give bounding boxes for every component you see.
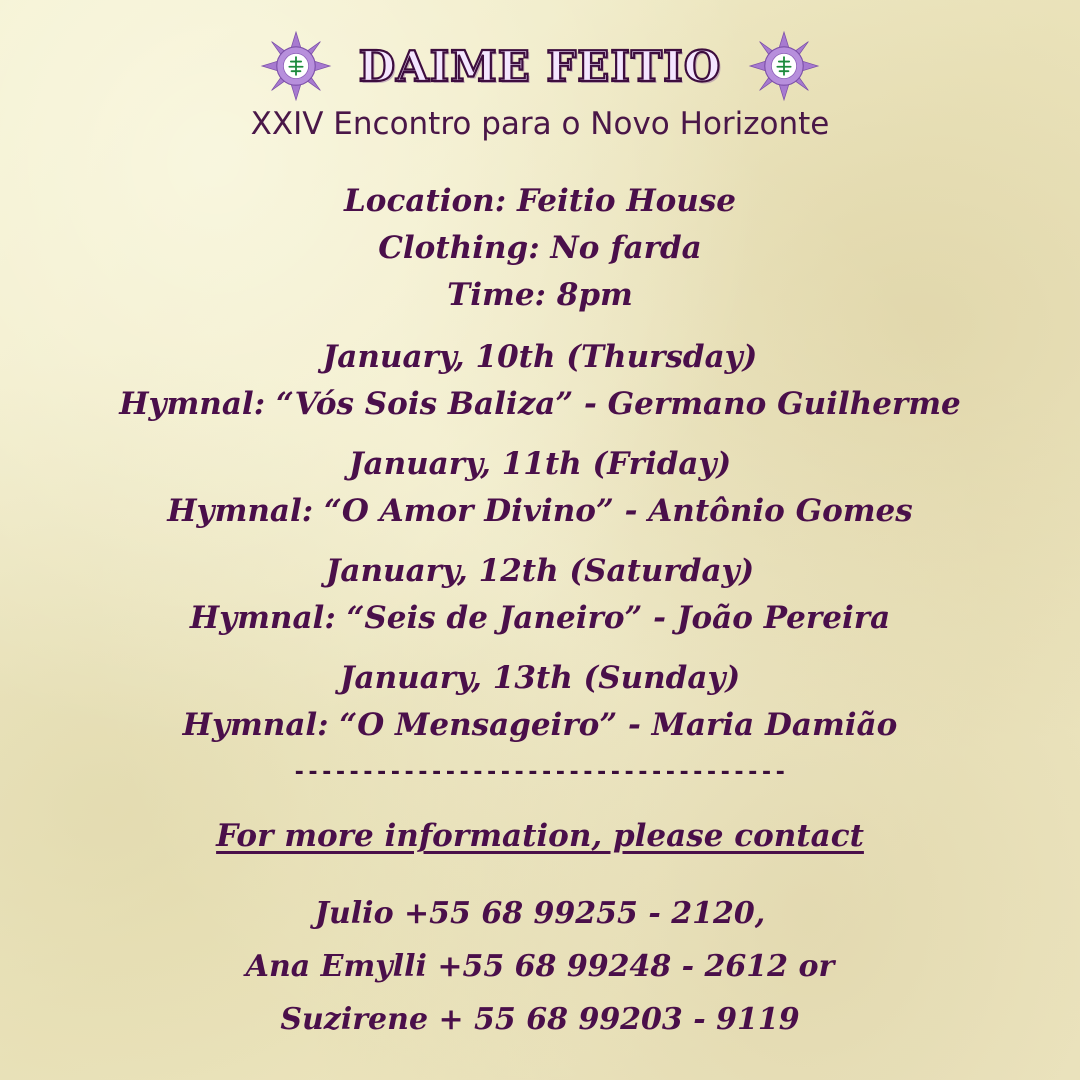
schedule-hymnal: Hymnal: “Seis de Janeiro” - João Pereira xyxy=(189,600,891,636)
schedule-item xyxy=(0,334,1080,428)
brand-title: DAIME FEITIO xyxy=(358,41,722,91)
event-subtitle: XXIV Encontro para o Novo Horizonte xyxy=(250,106,830,142)
contact-line: Suzirene + 55 68 99203 - 9119 xyxy=(280,1002,800,1037)
contact-heading: For more information, please contact xyxy=(216,818,864,854)
location-line: Location: Feitio House xyxy=(343,183,737,219)
event-details xyxy=(0,178,1080,319)
dashed-divider: ------------------------------------ xyxy=(292,760,788,785)
schedule-item xyxy=(0,548,1080,642)
schedule-item xyxy=(0,655,1080,749)
lotus-tree-emblem-icon xyxy=(747,29,821,103)
schedule-hymnal: Hymnal: “O Amor Divino” - Antônio Gomes xyxy=(167,493,913,529)
schedule-date: January, 12th (Saturday) xyxy=(325,553,755,589)
time-line: Time: 8pm xyxy=(447,277,633,313)
schedule-date: January, 11th (Friday) xyxy=(348,446,732,482)
contact-list xyxy=(0,887,1080,1046)
lotus-tree-emblem-icon xyxy=(259,29,333,103)
schedule-hymnal: Hymnal: “Vós Sois Baliza” - Germano Guilherme xyxy=(119,386,961,422)
schedule-item xyxy=(0,441,1080,535)
schedule-date: January, 13th (Sunday) xyxy=(339,660,741,696)
schedule-hymnal: Hymnal: “O Mensageiro” - Maria Damião xyxy=(182,707,898,743)
contact-line: Ana Emylli +55 68 99248 - 2612 or xyxy=(245,949,835,984)
header xyxy=(0,26,1080,106)
contact-line: Julio +55 68 99255 - 2120, xyxy=(314,896,766,931)
schedule-date: January, 10th (Thursday) xyxy=(322,339,758,375)
clothing-line: Clothing: No farda xyxy=(378,230,702,266)
